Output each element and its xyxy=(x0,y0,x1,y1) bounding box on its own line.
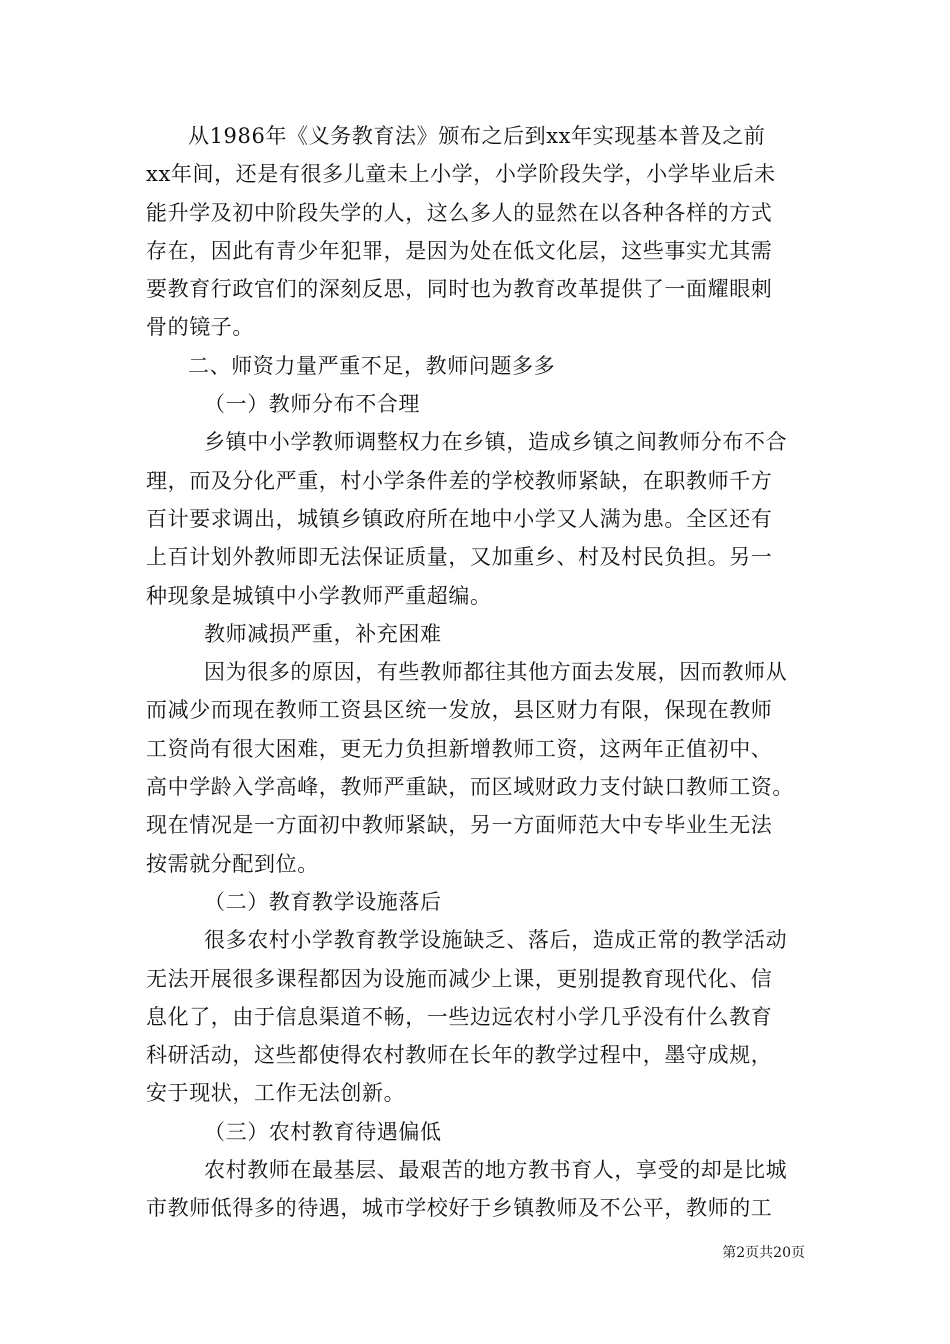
paragraph-line: xx年间，还是有很多儿童未上小学，小学阶段失学，小学毕业后未 xyxy=(146,162,776,187)
document-body xyxy=(146,117,826,1228)
subsection-heading: （二）教育教学设施落后 xyxy=(204,889,442,914)
paragraph-line: 工资尚有很大困难，更无力负担新增教师工资，这两年正值初中、 xyxy=(146,736,773,761)
paragraph-line: 无法开展很多课程都因为设施而减少上课，更别提教育现代化、信 xyxy=(146,966,773,991)
paragraph-line: 高中学龄入学高峰，教师严重缺，而区域财政力支付缺口教师工资。 xyxy=(146,775,794,800)
paragraph-line: 从1986年《义务教育法》颁布之后到xx年实现基本普及之前 xyxy=(188,124,766,148)
paragraph-line: 安于现状，工作无法创新。 xyxy=(146,1081,406,1106)
paragraph-line: 现在情况是一方面初中教师紧缺，另一方面师范大中专毕业生无法 xyxy=(146,813,773,838)
paragraph-line: 因为很多的原因，有些教师都往其他方面去发展，因而教师从 xyxy=(204,660,788,685)
section-heading: 二、师资力量严重不足，教师问题多多 xyxy=(188,353,556,378)
paragraph-line: 百计要求调出，城镇乡镇政府所在地中小学又人满为患。全区还有 xyxy=(146,506,773,531)
page-number-footer: 第2页共20页 xyxy=(722,1245,805,1261)
subsection-heading: （一）教师分布不合理 xyxy=(204,392,420,417)
paragraph-line: 农村教师在最基层、最艰苦的地方教书育人，享受的却是比城 xyxy=(204,1158,788,1183)
paragraph-line: 能升学及初中阶段失学的人，这么多人的显然在以各种各样的方式 xyxy=(146,200,773,225)
paragraph-line: 理，而及分化严重，村小学条件差的学校教师紧缺，在职教师千方 xyxy=(146,468,773,493)
paragraph-line: 种现象是城镇中小学教师严重超编。 xyxy=(146,583,492,608)
subsection-heading: （三）农村教育待遇偏低 xyxy=(204,1119,442,1144)
paragraph-line: 要教育行政官们的深刻反思，同时也为教育改革提供了一面耀眼刺 xyxy=(146,277,773,302)
paragraph-line: 而减少而现在教师工资县区统一发放，县区财力有限，保现在教师 xyxy=(146,698,773,723)
paragraph-line: 科研活动，这些都使得农村教师在长年的教学过程中，墨守成规， xyxy=(146,1043,773,1068)
paragraph-line: 息化了，由于信息渠道不畅，一些边远农村小学几乎没有什么教育 xyxy=(146,1004,773,1029)
paragraph-line: 按需就分配到位。 xyxy=(146,851,319,876)
paragraph-line: 市教师低得多的待遇，城市学校好于乡镇教师及不公平，教师的工 xyxy=(146,1196,773,1221)
paragraph-line: 骨的镜子。 xyxy=(146,315,254,340)
paragraph-line: 很多农村小学教育教学设施缺乏、落后，造成正常的教学活动 xyxy=(204,928,788,953)
subsection-heading: 教师减损严重，补充困难 xyxy=(204,621,442,646)
paragraph-line: 乡镇中小学教师调整权力在乡镇，造成乡镇之间教师分布不合 xyxy=(204,430,788,455)
paragraph-line: 上百计划外教师即无法保证质量，又加重乡、村及村民负担。另一 xyxy=(146,545,773,570)
paragraph-line: 存在，因此有青少年犯罪，是因为处在低文化层，这些事实尤其需 xyxy=(146,238,773,263)
